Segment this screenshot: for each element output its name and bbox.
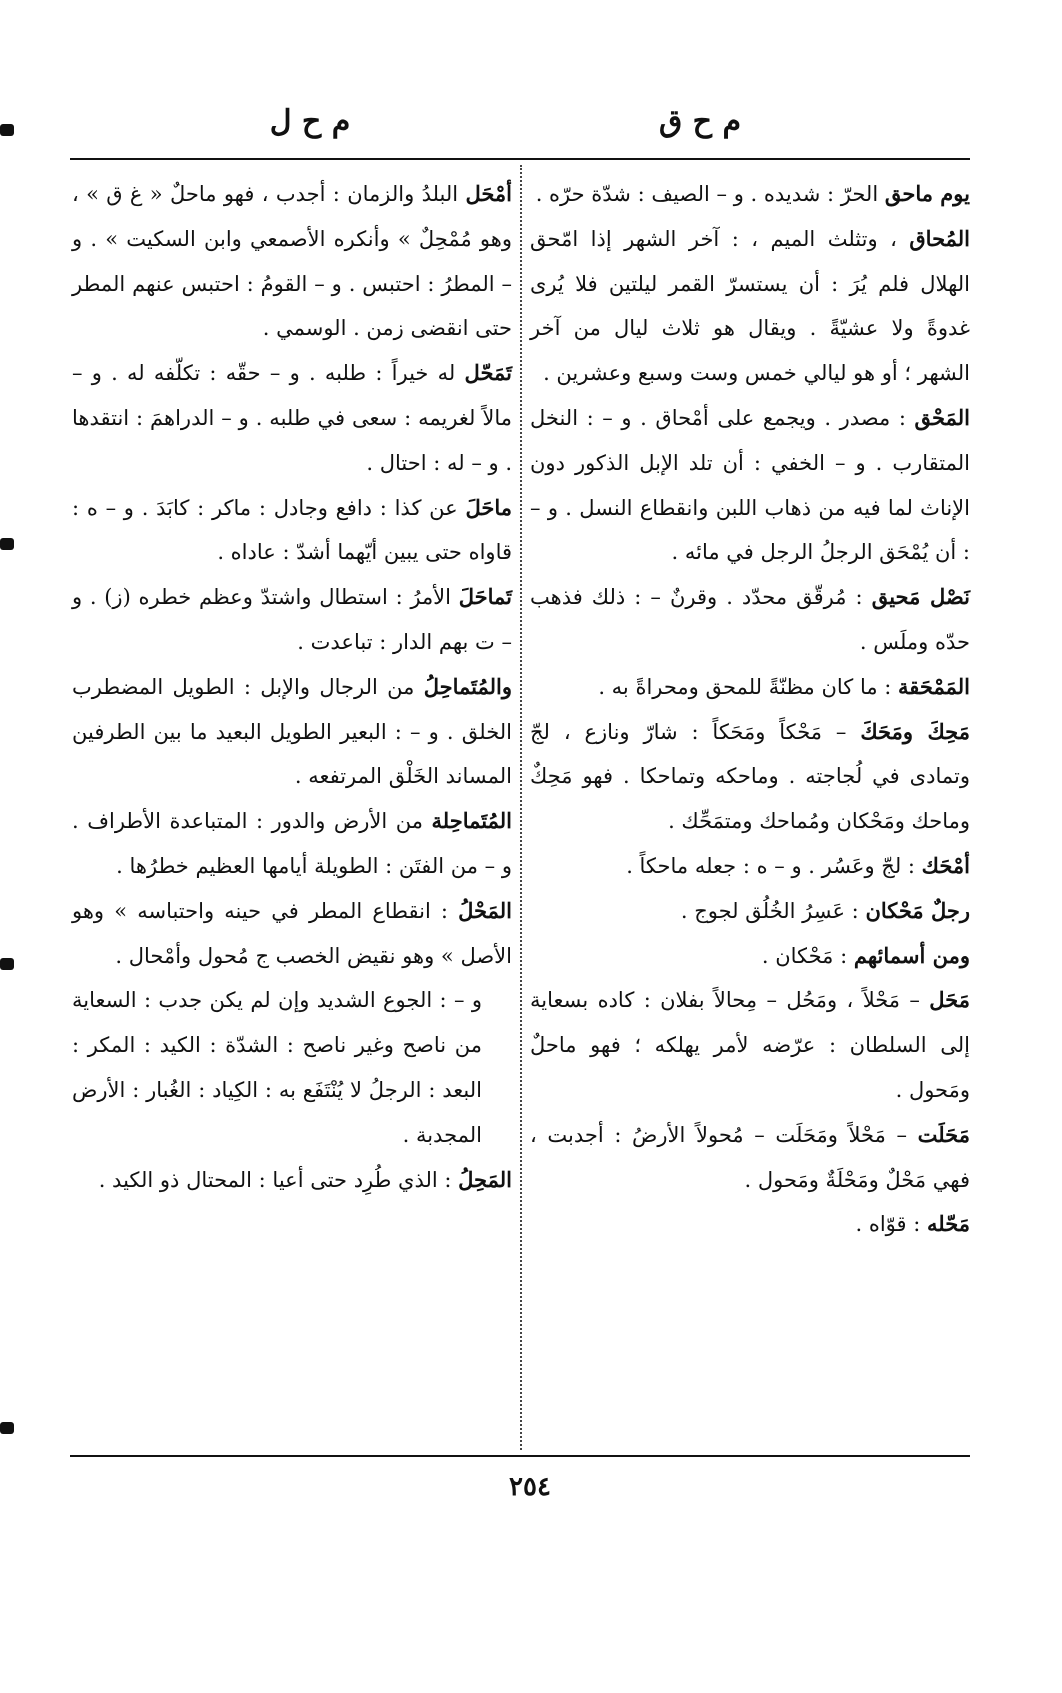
- top-rule: [70, 158, 970, 160]
- headword: تَماحَلَ: [458, 584, 512, 610]
- entry-continuation: [72, 978, 512, 1157]
- definition: البلدُ والزمان : أجدب ، فهو ماحلٌ « غ ق » ، وهو مُمْحِلٌ » وأنكره الأصمعي وابن السكيت » . و – المطرُ : احتبس . و – القومُ : احتبس عنهم المطر حتى انقضى زمن . الوسمي .: [72, 182, 512, 341]
- entry: [72, 172, 512, 351]
- page-header-left: م ح ل: [269, 104, 351, 139]
- headword: مَحَلَت: [917, 1121, 970, 1147]
- headword: ومن أسمائهم: [853, 942, 970, 968]
- entry: [530, 844, 970, 889]
- definition: : قوّاه .: [855, 1212, 927, 1237]
- definition: الأمرُ : استطال واشتدّ وعظم خطره (ز) . و – ت بهم الدار : تباعدت .: [72, 585, 512, 654]
- definition: : ما كان مظنّةً للمحق ومحراةً به .: [598, 674, 899, 699]
- definition: : عَسِرُ الخُلُق لجوج .: [680, 898, 866, 923]
- left-column: [72, 172, 512, 1202]
- definition: – مَحْكاً ومَحَكاً : شارّ ونازع ، لجّ وتمادى في لُجاجته . وماحكه وتماحكا . فهو مَحِكٌ وماحك ومَحْكان ومُماحك ومتمَحِّك .: [530, 719, 970, 834]
- headword: نَصْل مَحيق: [871, 584, 970, 610]
- binding-mark: [0, 1422, 14, 1434]
- headword: تَمَحّل: [464, 360, 512, 386]
- headword: المُتَماحِلة: [431, 808, 512, 834]
- binding-mark: [0, 124, 14, 136]
- definition: : مصدر . ويجمع على أمْحاق . و – : النخل المتقارب . و – الخفي : أن تلد الإبل الذكور دون الإناث لما فيه من ذهاب اللبن وانقطاع النسل . و – : أن يُمْحَق الرجلُ الرجل في مائه .: [530, 405, 970, 565]
- entry: [530, 889, 970, 934]
- definition: – مَحْلاً ، ومَحُل – مِحالاً بفلان : كاده بسعاية إلى السلطان : عرّضه لأمر يهلكه ؛ فهو ماحلٌ ومَحول .: [530, 988, 970, 1102]
- definition: – مَحْلاً ومَحَلَت – مُحولاً الأرضُ : أجدبت ، فهي مَحْلٌ ومَحْلَةٌ ومَحول .: [530, 1122, 970, 1192]
- binding-mark: [0, 538, 14, 550]
- definition: من الأرض والدور : المتباعدة الأطراف . و – من الفتَن : الطويلة أيامها العظيم خطرُها .: [72, 809, 512, 878]
- right-column: [530, 172, 970, 1247]
- definition: : الذي طُرِد حتى أعيا : المحتال ذو الكيد .: [98, 1167, 459, 1192]
- headword: المَحِلُ: [458, 1166, 512, 1192]
- headword: أمْحَل: [465, 181, 512, 206]
- headword: المَحْلُ: [458, 897, 512, 923]
- page-number: ٢٥٤: [509, 1472, 551, 1502]
- entry: [530, 575, 970, 665]
- definition: عن كذا : دافع وجادل : ماكر : كابَدَ . و – ه : قاواه حتى يبين أيّهما أشدّ : عاداه .: [72, 495, 512, 565]
- definition: : مُرقّق محدّد . وقرنٌ – : ذلك فذهب حدّه وملَس .: [530, 585, 970, 654]
- entry: [530, 665, 970, 710]
- entry: [72, 486, 512, 576]
- entry: [72, 575, 512, 665]
- headword: ماحَلَ: [465, 494, 512, 520]
- page-header-right: م ح ق: [658, 104, 742, 139]
- entry: [72, 889, 512, 979]
- entry: [530, 710, 970, 844]
- column-divider: [520, 165, 522, 1450]
- entry: [530, 934, 970, 979]
- definition: ، وتثلث الميم ، : آخر الشهر إذا امّحق الهلال فلم يُرَ : أن يستسرّ القمر ليلتين فلا يُرى غدوةً ولا عشيّةً . ويقال هو ثلاث ليال من آخر الشهر ؛ أو هو ليالي خمس وست وسبع وعشرين .: [530, 226, 970, 386]
- entry: [72, 351, 512, 485]
- headword: المَمْحَقة: [898, 673, 970, 699]
- entry: [72, 1158, 512, 1203]
- headword: أمْحَك: [921, 852, 970, 878]
- headword: مَحَل: [929, 987, 970, 1013]
- entry: [530, 1202, 970, 1247]
- definition: من الرجال والإبل : الطويل المضطرب الخلق . و – : البعير الطويل البعيد ما بين الطرفين المساند الخَلْق المرتفعه .: [72, 674, 512, 789]
- headword: رجلٌ مَحْكان: [865, 897, 970, 923]
- entry: [72, 665, 512, 799]
- definition: : لجّ وعَسُر . و – ه : جعله ماحكاً .: [626, 853, 922, 878]
- definition: : انقطاع المطر في حينه واحتباسه » وهو الأصل » وهو نقيض الخصب ج مُحول وأمْحال .: [72, 898, 512, 968]
- definition: الحرّ : شديده . و – الصيف : شدّة حرّه .: [535, 182, 885, 206]
- headword: مَحّله: [926, 1211, 970, 1237]
- definition: : مَحْكان .: [761, 943, 854, 968]
- headword: مَحِكَ ومَحَكَ: [860, 718, 970, 744]
- entry: [530, 172, 970, 217]
- entry: [530, 978, 970, 1112]
- binding-mark: [0, 958, 14, 970]
- entry: [530, 1113, 970, 1203]
- bottom-rule: [70, 1455, 970, 1457]
- entry: [72, 799, 512, 889]
- headword: يوم ماحق: [884, 181, 970, 206]
- headword: المَحْق: [914, 404, 970, 430]
- entry: [530, 396, 970, 575]
- entry: [530, 217, 970, 396]
- headword: والمُتَماحِلُ: [423, 673, 512, 699]
- headword: المُحاق: [909, 225, 970, 251]
- definition: و – : الجوع الشديد وإن لم يكن جدب : السعاية من ناصح وغير ناصح : الشدّة : الكيد : المكر : البعد : الرجلُ لا يُنْتَفَع به : الكِياد : الغُبار : الأرض المجدبة .: [72, 988, 482, 1147]
- definition: له خيراً : طلبه . و – حقّه : تكلّفه له . و – مالاً لغريمه : سعى في طلبه . و – الدراهمَ : انتقدها . و – له : احتال .: [72, 361, 512, 475]
